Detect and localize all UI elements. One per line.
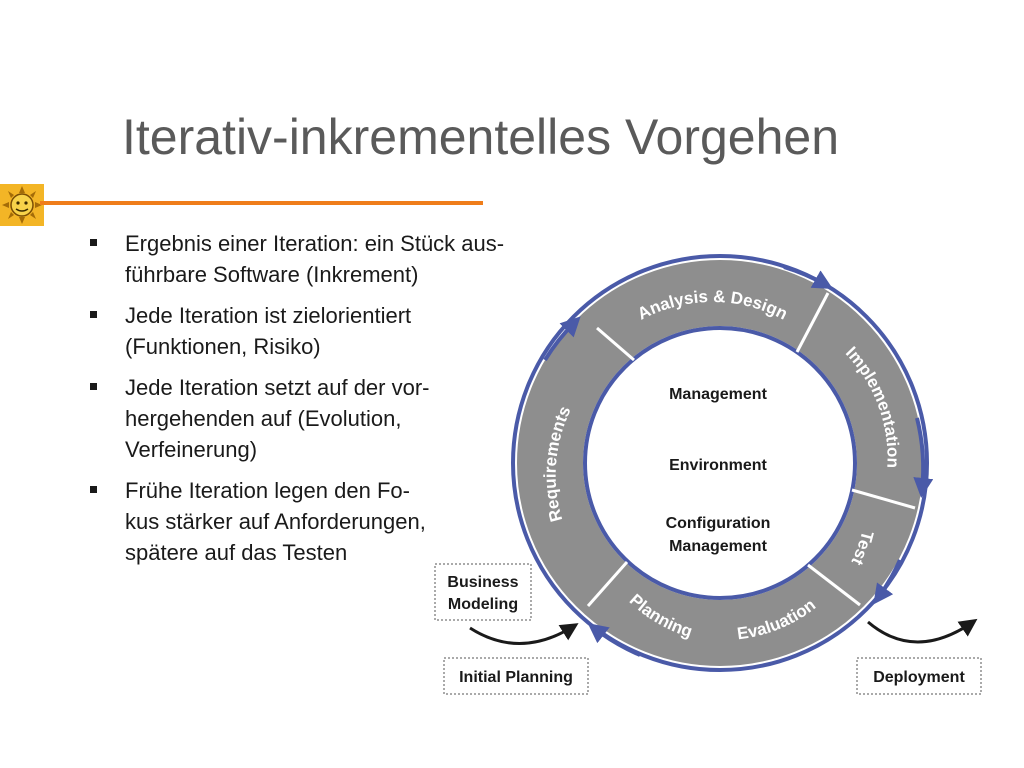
center-label-environment: Environment <box>669 457 767 474</box>
phase-label-evaluation: Evaluation <box>735 595 820 644</box>
business-modeling-label: Business <box>447 574 519 591</box>
entry-arrow-icon <box>470 626 574 644</box>
business-modeling-label: Modeling <box>447 596 519 613</box>
bullet-line: Ergebnis einer Iteration: ein Stück aus- <box>125 231 505 256</box>
bullet-line: Verfeinerung) <box>125 437 258 462</box>
deployment-label: Deployment <box>873 669 965 686</box>
phase-label-planning: Planning <box>625 590 695 642</box>
center-label-management: Management <box>669 386 767 403</box>
phase-label-implementation: Implementation <box>841 342 903 469</box>
phase-label-test: Test <box>847 528 878 569</box>
initial-planning-label: Initial Planning <box>459 669 573 686</box>
bullet-line: Frühe Iteration legen den Fo- <box>125 478 410 503</box>
bullet-line: spätere auf das Testen <box>125 540 348 565</box>
bullet-line: führbare Software (Inkrement) <box>125 262 419 287</box>
bullet-line: (Funktionen, Risiko) <box>125 334 321 359</box>
bullet-line: Jede Iteration setzt auf der vor- <box>125 375 430 400</box>
slide-title: Iterativ-inkrementelles Vorgehen <box>122 109 840 165</box>
bullet-line: kus stärker auf Anforderungen, <box>125 509 426 534</box>
phase-label-analysis-design: Analysis & Design <box>634 286 791 324</box>
center-label-configuration: Configuration <box>665 515 771 532</box>
phase-label-requirements: Requirements <box>540 403 575 524</box>
bullet-line: hergehenden auf (Evolution, <box>125 406 402 431</box>
center-label-configuration-management: Management <box>669 538 767 555</box>
bullet-line: Jede Iteration ist zielorientiert <box>125 303 412 328</box>
exit-arrow-icon <box>868 622 973 642</box>
